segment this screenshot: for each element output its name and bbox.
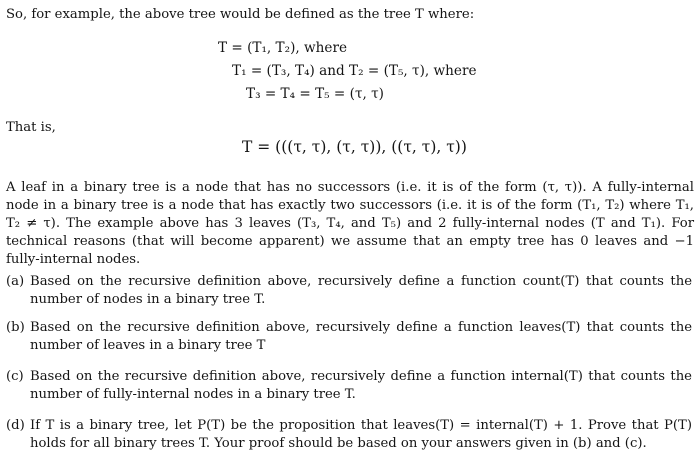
- question-b-label: (b): [6, 320, 25, 335]
- question-c-text: Based on the recursive definition above, recursively define a function internal(T) that counts the number of fully-internal nodes in a binary tree T.: [30, 369, 692, 402]
- question-a: [6, 273, 692, 307]
- that-is-text: That is,: [6, 120, 56, 135]
- equation-line-1: T = (T₁, T₂), where: [218, 40, 348, 56]
- question-a-text: Based on the recursive definition above, recursively define a function count(T) that counts the number of nodes in a binary tree T.: [30, 274, 692, 307]
- intro-text: So, for example, the above tree would be defined as the tree T where:: [6, 7, 475, 22]
- question-b-text: Based on the recursive definition above, recursively define a function leaves(T) that counts the number of leaves in a binary tree T: [30, 320, 692, 353]
- equation-line-3: T₃ = T₄ = T₅ = (τ, τ): [246, 86, 384, 102]
- question-c-label: (c): [6, 369, 24, 384]
- question-a-label: (a): [6, 274, 25, 289]
- question-d-label: (d): [6, 418, 25, 433]
- question-c: [6, 368, 692, 402]
- question-b: [6, 319, 692, 353]
- big-tree-equation: T = (((τ, τ), (τ, τ)), ((τ, τ), τ)): [242, 138, 467, 156]
- equation-line-2: T₁ = (T₃, T₄) and T₂ = (T₅, τ), where: [232, 63, 477, 79]
- question-d-text: If T is a binary tree, let P(T) be the proposition that leaves(T) = internal(T) + 1. Prove that P(T) holds for all binary trees T. Your proof should be based on your answers given in (b) and (c).: [30, 418, 692, 451]
- question-d: [6, 417, 692, 451]
- definition-paragraph: A leaf in a binary tree is a node that has no successors (i.e. it is of the form (τ, τ)). A fully-internal node in a binary tree is a node that has exactly two successors (i.e. it is of the form (T₁, T₂) where T₁, T₂ ≠ τ). The example above has 3 leaves (T₃, T₄, and T₅) and 2 fully-internal nodes (T and T₁). For technical reasons (that will become apparent) we assume that an empty tree has 0 leaves and −1 fully-internal nodes.: [6, 180, 694, 267]
